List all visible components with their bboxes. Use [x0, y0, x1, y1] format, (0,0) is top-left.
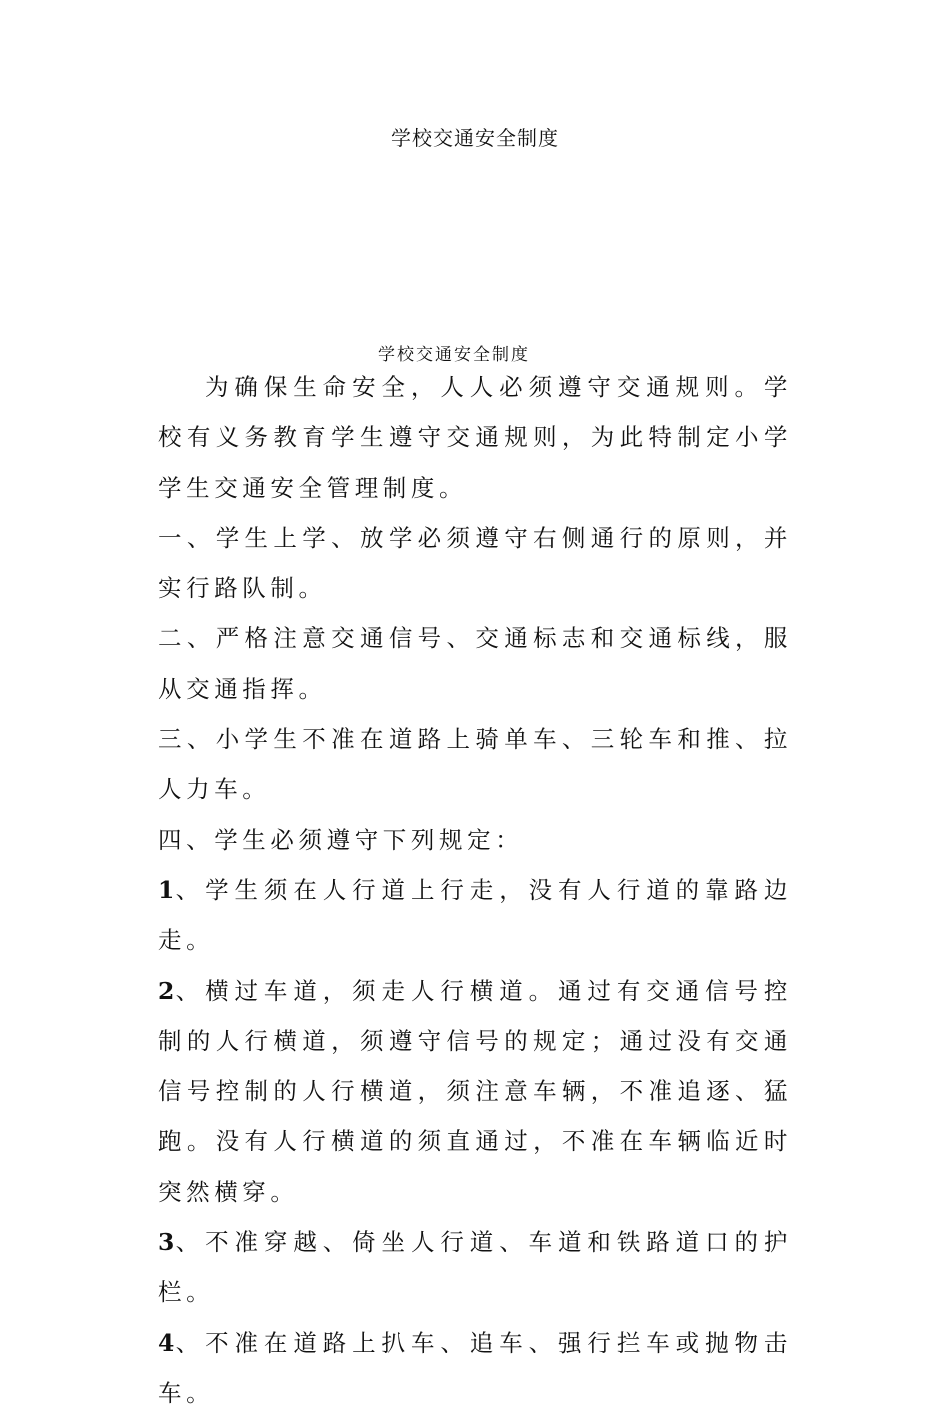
document-body	[158, 362, 792, 1418]
list-item	[158, 966, 792, 1217]
header-title: 学校交通安全制度	[391, 126, 559, 150]
rule-paragraph: 一、学生上学、放学必须遵守右侧通行的原则，并实行路队制。	[158, 523, 792, 603]
list-item-text: 、横过车道，须走人行横道。通过有交通信号控制的人行横道，须遵守信号的规定；通过没有交通信号控制的人行横道，须注意车辆，不准追逐、猛跑。没有人行横道的须直通过，不准在车辆临近时突然横穿。	[158, 976, 792, 1206]
list-item	[158, 1318, 792, 1418]
list-item-number: 3	[158, 1228, 175, 1257]
list-item	[158, 1217, 792, 1318]
list-item-text: 、不准穿越、倚坐人行道、车道和铁路道口的护栏。	[158, 1228, 792, 1307]
rule-paragraph: 四、学生必须遵守下列规定：	[158, 825, 524, 854]
list-item-number: 1	[158, 875, 175, 904]
rule-paragraph: 三、小学生不准在道路上骑单车、三轮车和推、拉人力车。	[158, 725, 792, 804]
intro-paragraph: 为确保生命安全，人人必须遵守交通规则。学校有义务教育学生遵守交通规则，为此特制定小学学生交通安全管理制度。	[158, 373, 792, 502]
list-item-text: 、不准在道路上扒车、追车、强行拦车或抛物击车。	[158, 1328, 792, 1407]
list-item-number: 4	[158, 1328, 175, 1357]
list-item-number: 2	[158, 976, 175, 1005]
list-item	[158, 865, 792, 966]
document-title: 学校交通安全制度	[378, 345, 530, 365]
list-item-text: 、学生须在人行道上行走，没有人行道的靠路边走。	[158, 875, 792, 955]
rule-paragraph: 二、严格注意交通信号、交通标志和交通标线，服从交通指挥。	[158, 624, 792, 703]
